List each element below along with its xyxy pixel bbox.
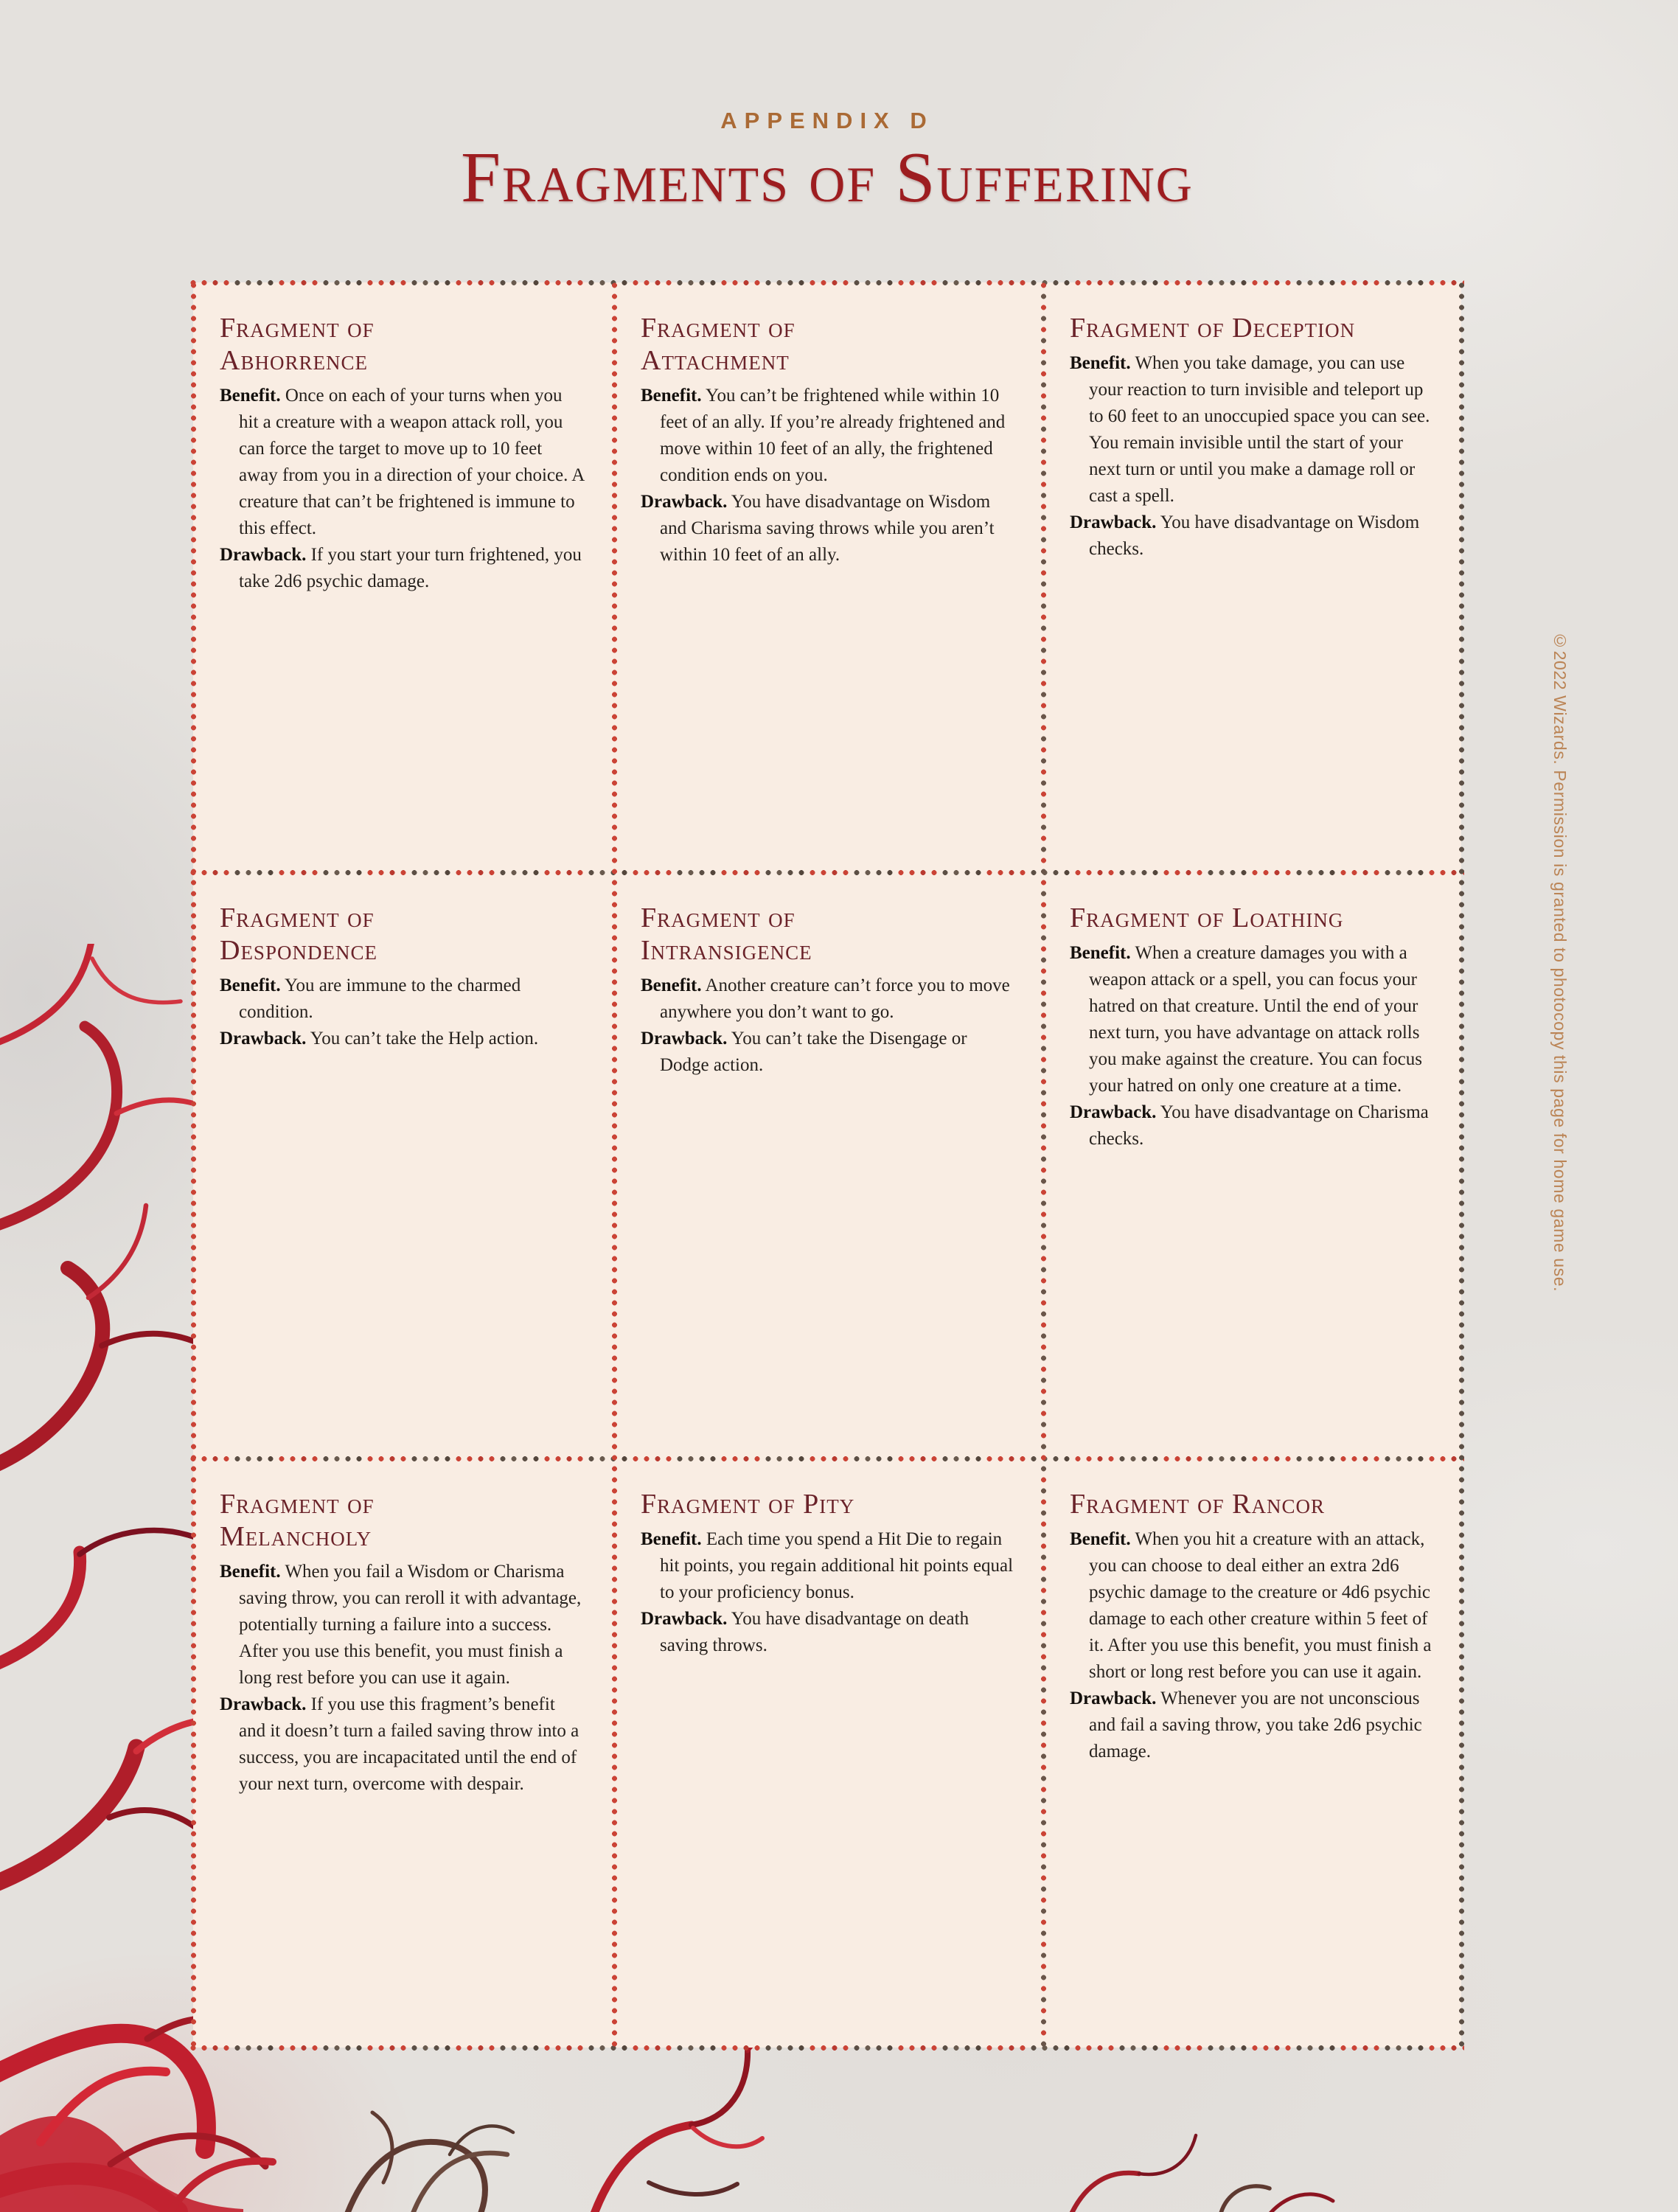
benefit-label: Benefit. (220, 1562, 281, 1582)
card-cells (193, 282, 1461, 2048)
benefit-body: When a creature damages you with a weapon attack or a spell, you can focus your hatred on that creature. Until the end of your next turn, you have advantage on attack rolls you make against the creature. You can focus your hatred on only one creature at a time. (1089, 943, 1422, 1096)
card-attachment (614, 282, 1043, 872)
drawback-label: Drawback. (641, 492, 728, 512)
benefit-text (220, 1559, 585, 1691)
drawback-body: Whenever you are not unconscious and fail a saving throw, you take 2d6 psychic damage. (1089, 1688, 1422, 1761)
dotted-border-bottom (190, 2045, 1464, 2051)
page-header (193, 108, 1461, 217)
benefit-body: Each time you spend a Hit Die to regain hit points, you regain additional hit points equal to your proficiency bonus. (660, 1529, 1014, 1602)
card-despondence (193, 872, 614, 1458)
benefit-body: When you hit a creature with an attack, you can choose to deal either an extra 2d6 psychic damage to the creature or 4d6 psychic damage to each other creature within 5 feet of it. After you use this benefit, you must finish a short or long rest before you can use it again. (1089, 1529, 1432, 1682)
dotted-border-left (190, 282, 197, 2048)
benefit-text (1070, 940, 1432, 1099)
drawback-label: Drawback. (1070, 1688, 1157, 1708)
drawback-text (641, 489, 1014, 568)
drawback-label: Drawback. (1070, 1102, 1157, 1122)
card-title: Fragment of Rancor (1070, 1489, 1326, 1520)
drawback-label: Drawback. (220, 1694, 307, 1714)
drawback-text (1070, 509, 1432, 563)
benefit-text (641, 973, 1014, 1026)
benefit-label: Benefit. (220, 975, 281, 995)
benefit-label: Benefit. (641, 975, 702, 995)
card-title: Fragment of Attachment (641, 313, 796, 376)
fragment-card-grid (193, 282, 1461, 2048)
benefit-body: When you take damage, you can use your reaction to turn invisible and teleport up to 60 feet to an unoccupied space you can see. You remain invisible until the start of your next turn or until you make a damage roll or cast a spell. (1089, 353, 1430, 506)
drawback-text (220, 1691, 585, 1798)
card-title: Fragment of Despondence (220, 902, 377, 966)
benefit-label: Benefit. (641, 386, 702, 406)
benefit-text (1070, 1526, 1432, 1686)
card-deception (1043, 282, 1461, 872)
benefit-label: Benefit. (641, 1529, 702, 1549)
card-loathing (1043, 872, 1461, 1458)
card-title: Fragment of Pity (641, 1489, 855, 1520)
drawback-label: Drawback. (641, 1609, 728, 1629)
benefit-body: You can’t be frightened while within 10 feet of an ally. If you’re already frightened and move within 10 feet of an ally, the frightened condition ends on you. (660, 386, 1006, 485)
benefit-text (220, 973, 585, 1026)
benefit-body: Once on each of your turns when you hit a creature with a weapon attack roll, you can force the target to move up to 10 feet away from you in a direction of your choice. A creature that can’t be frightened is immune to this effect. (239, 386, 584, 538)
drawback-text (220, 542, 585, 595)
drawback-label: Drawback. (641, 1029, 728, 1048)
benefit-label: Benefit. (1070, 1529, 1131, 1549)
card-title: Fragment of Intransigence (641, 902, 812, 966)
benefit-label: Benefit. (1070, 353, 1131, 373)
appendix-kicker: APPENDIX D (720, 108, 934, 133)
drawback-text (1070, 1099, 1432, 1152)
dotted-border-row2 (190, 1455, 1464, 1462)
benefit-text (220, 383, 585, 542)
benefit-label: Benefit. (1070, 943, 1131, 963)
copyright-note: ©2022 Wizards. Permission is granted to photocopy this page for home game use. (1550, 631, 1570, 1293)
dotted-border-top (190, 279, 1464, 286)
drawback-label: Drawback. (1070, 512, 1157, 532)
dotted-border-col1 (611, 282, 618, 2048)
benefit-body: You are immune to the charmed condition. (239, 975, 521, 1022)
card-title: Fragment of Loathing (1070, 902, 1344, 933)
drawback-label: Drawback. (220, 1029, 307, 1048)
drawback-body: If you use this fragment’s benefit and it doesn’t turn a failed saving throw into a success, you are incapacitated until the end of your next turn, overcome with despair. (239, 1694, 579, 1794)
card-abhorrence (193, 282, 614, 872)
drawback-body: You can’t take the Help action. (310, 1029, 539, 1048)
benefit-text (641, 1526, 1014, 1606)
drawback-body: You have disadvantage on death saving throws. (660, 1609, 969, 1655)
drawback-body: You have disadvantage on Wisdom checks. (1089, 512, 1420, 559)
benefit-text (1070, 350, 1432, 509)
card-pity (614, 1458, 1043, 2048)
dotted-border-right (1458, 282, 1465, 2048)
drawback-text (641, 1026, 1014, 1079)
drawback-body: You have disadvantage on Charisma checks. (1089, 1102, 1429, 1149)
card-melancholy (193, 1458, 614, 2048)
benefit-text (641, 383, 1014, 489)
drawback-text (1070, 1686, 1432, 1765)
card-intransigence (614, 872, 1043, 1458)
drawback-text (220, 1026, 585, 1052)
dotted-border-col2 (1040, 282, 1047, 2048)
benefit-body: When you fail a Wisdom or Charisma saving throw, you can reroll it with advantage, potentially turning a failure into a success. After you use this benefit, you must finish a long rest before you can use it again. (239, 1562, 582, 1688)
card-title: Fragment of Deception (1070, 313, 1356, 344)
page-title: Fragments of Suffering (461, 138, 1194, 217)
drawback-body: You have disadvantage on Wisdom and Charisma saving throws while you aren’t within 10 feet of an ally. (660, 492, 995, 565)
drawback-body: If you start your turn frightened, you take 2d6 psychic damage. (239, 545, 582, 591)
dotted-border-row1 (190, 869, 1464, 876)
card-title: Fragment of Abhorrence (220, 313, 375, 376)
card-title: Fragment of Melancholy (220, 1489, 375, 1552)
drawback-text (641, 1606, 1014, 1659)
benefit-body: Another creature can’t force you to move anywhere you don’t want to go. (660, 975, 1010, 1022)
drawback-body: You can’t take the Disengage or Dodge action. (660, 1029, 967, 1075)
benefit-label: Benefit. (220, 386, 281, 406)
drawback-label: Drawback. (220, 545, 307, 565)
card-rancor (1043, 1458, 1461, 2048)
